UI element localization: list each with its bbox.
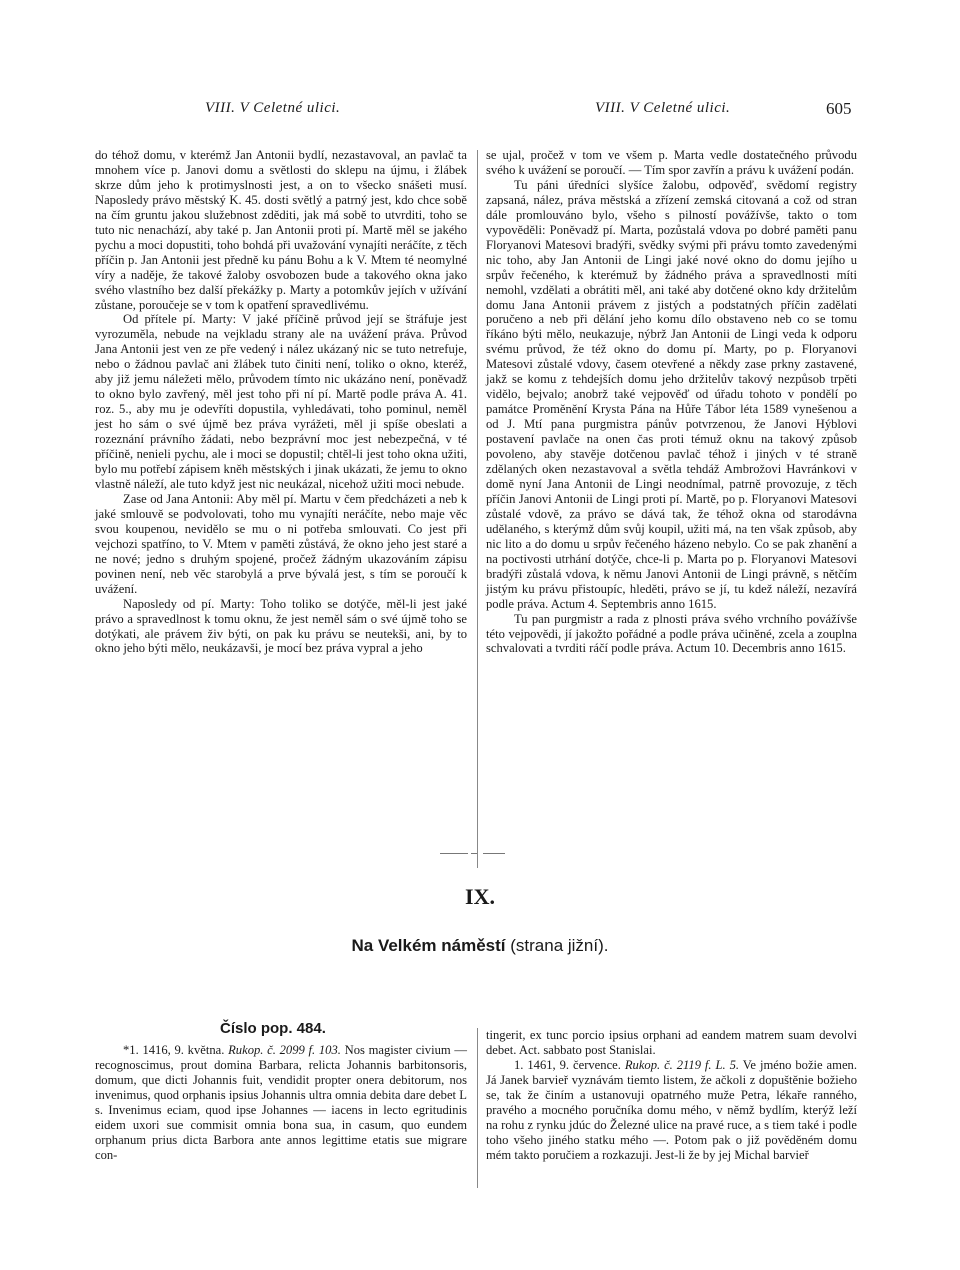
record-entry — [95, 1043, 467, 1163]
top-left-column — [95, 148, 467, 656]
entry-text: Ve jméno božie amen. Já Janek barvieř vyznávám tiemto listem, že ačkoli z dopuštěnie božieho se, tak že činím a ustanovuji opatrného muže Petra, lékaře ranného, pravého a mocného poručníka domu mého, v němž bydlím, kterýž leží na rohu z rynku jdúc do Železné ulice na pravé ruce, a s tiem také i podle toho všeho jiného statku mého —. Potom pak o již pověděném domu mém takto poručiem a rozkazuji. Jest-li že by jej Michal barvieř — [486, 1057, 857, 1162]
entry-date: *1. 1416, 9. května. — [123, 1043, 229, 1057]
running-header-right: VIII. V Celetné ulici. — [595, 100, 731, 116]
page-number: 605 — [826, 99, 852, 118]
entry-source: Rukop. č. 2119 f. L. 5. — [624, 1057, 740, 1072]
record-entry — [486, 1058, 857, 1163]
entry-text: Nos magister civium — recognoscimus, prout domina Barbara, relicta Johannis barbitonsoris, domum, que dicti Johannis fuit, vendidit propter onera debitorum, nos invenimus, quod orphanis ipsius Johannis ultra omnia debita dare debet L s. Invenimus eciam, quod ipse Johannes — iacens in lecto egritudinis eidem uxori sue commisit omnia bona sua, in casum, quo eundem orphanum prius dicta Barbora ante annos legittime etatis sue migrare con- — [95, 1043, 467, 1162]
paragraph: Naposledy od pí. Marty: Toho toliko se dotýče, měl-li jest jaké právo a spravedlnost k tomu oknu, že jest neměl sám o své újmě toho se dotýkati, ale právem živ býti, on pak ku právu se neutekši, ani, by to okno jeho býti mělo, neukázavši, je mocí bez práva vypral a jeho — [95, 596, 467, 656]
entry-source: Rukop. č. 2099 f. 103. — [228, 1043, 341, 1057]
column-divider-bottom — [477, 1028, 478, 1188]
entry-text: tingerit, ex tunc porcio ipsius orphani ad eandem matrem suam devolvi debet. Act. sabbato post Stanislai. — [486, 1028, 857, 1057]
section-number: IX. — [465, 884, 495, 909]
column-divider-top — [477, 150, 478, 868]
section-title-bold: Na Velkém náměstí — [351, 936, 506, 955]
section-ornament — [440, 844, 510, 846]
entry-date: 1. 1461, 9. července. — [514, 1057, 625, 1072]
paragraph: se ujal, pročež v tom ve všem p. Marta vedle dostatečného průvodu svého k uvážení se poroučí. — Tím spor zavřín a právu k uvážení podán. — [486, 148, 857, 177]
section-title — [0, 936, 960, 956]
record-entry — [486, 1028, 857, 1058]
running-header-left: VIII. V Celetné ulici. — [205, 100, 341, 116]
paragraph: Od přítele pí. Marty: V jaké příčině průvod její se štráfuje jest vyrozuměla, nebude na vejkladu strany ale na uvážení práva. Průvod Jana Antonii jest ven ze pře vedený i nález ukázaný nic se tuto netrefuje, nebo o žádnou pavlač ani žlábek tuto činiti není, toliko o okno, kteréž, aby již jemu náležeti mělo, průvodem tímto nic ukázáno není, poněvadž to okno bylo zavřený, měl jest toho při ní pí. Martě podle práva A. 41. roz. 5., aby mu je odevříti dopustila, vyhledávati, toho pominul, neměl jest ho sám o své újmě bez práva vyrážeti, měl ji spíše obeslati a rozeznání právního žádati, nebo bezprávní moc jest nebezpečná, v té příčině, nenieli pychu, ale i moci se dopustil; chtěl-li jest toho okna užiti, bylo mu potřebí zápisem kněh městských i jinak ukázati, že jemu to okno vlastně náleží, ale tuto když jest nic neukázal, nicehož užiti moci nebude. — [95, 312, 467, 491]
paragraph: Zase od Jana Antonii: Aby měl pí. Martu v čem předcházeti a neb k jaké smlouvě se podvolovati, toho mu vynajíti neráčíte, nebo maje věc svou koupenou, nevidělo se mu o ni potřeba smlouvati. Co jest při vejchozi spatříno, to V. Mtem v paměti zůstává, že okno jeho jest staré a ne nové; jedno s druhým spojené, pročež žádným ukazováním zápisu povinen není, neb věc starobylá a prve bývalá jest, s tím se poroučí k uvážení. — [95, 491, 467, 596]
paragraph: Tu pan purgmistr a rada z plnosti práva svého vrchního povážívše této vejpovědi, jí jakožto pořádné a podle práva učiněné, zcela a zouplna schvalovati a tvrditi ráčí podle práva. Actum 10. Decembris anno 1615. — [486, 611, 857, 656]
paragraph: do téhož domu, v kterémž Jan Antonii bydlí, nezastavoval, an pavlač ta mnohem více p. Janovi domu a světlosti do sklepu na újmu, i žlábek skrze dům jeho k protimyslnosti jest, a on to všecko snášeti musí. Naposledy právo městský K. 45. dosti světlý a patrný jest, kdo chce sobě na čím gruntu jakou služebnost zděditi, jak má sobě to utvrditi, toho se tuto nic nenachází, aby také p. Jan Antonii proti pí. Martě měl se jakého pychu a moci dopustiti, toho bohdá při uvažování vynajíti neráčíte, z těch příčin p. Jan Antonii jest předně ku pánu Bohu a k V. Mtem té neomylné víry a naděje, že takové žaloby osvobozen bude a takového okna jako svého vlastního bez další překážky p. Marty a potomkův jejích v užívání zůstane, poroučeje se v tom k opatření spravedlivému. — [95, 148, 467, 312]
bottom-left-column — [95, 1043, 467, 1163]
paragraph: Tu páni úředníci slyšíce žalobu, odpověď, svědomí registry zapsaná, nález, práva městská a zřízení zemská citovaná a což od stran dále promlouváno bylo, všeho s pilností povážívše, takto o tom vypověděli: Poněvadž pí. Marta, pozůstalá vdova po dobré paměti panu Floryanovi Matesovi bradýři, svědky svými při právu tomto zavedenými nic toho, aby Jan Antonii de Lingi jaké nové okno do domu jejího u srpův řečeného, k kterémuž by žádného práva a spravedlnosti míti nemohl, vzdělati a obrátiti měl, ani také aby dotčené okno kdy držitelům domu Jana Antonii právem z jistých a podstatných příčin zadělati poručeno a neb při dělání jeho komu dílo obstaveno neb co se tomu říkáno býti mělo, neukazuje, nýbrž Jan Antonii de Lingi veda k odporu svému průvod, že též okno do domu pí. Marty, po p. Floryanovi Matesovi zůstalé vdovy, časem otevřené a někdy zase prkny zastavené, jakž se komu z tehdejších domu jeho držitelův takový nezpůsob trpěti vidělo, bejvalo; anobrž také vejpověď od úřadu tohoto v pondělí po památce Proměnění Krysta Pána na Hůře Tábor léta 1589 vynešenou a od J. Mtí pana purgmistra pánův potvrzenou, že Janovi Hýblovi postavení pavlače na onen čas proti témuž oknu na takový způsob povoleno, aby stavěje dotčenou pavlač téhož i jiných v té straně zdělaných oken nezastavoval a světla tehdáž Ambrožovi Havránkovi v domě nyní Jana Antonii de Lingi neodnímal, patrně provozuje, z těch příčin Janovi Antonii de Lingi proti pí. Martě, po p. Floryanovi Matesovi zůstalé vdově, za právo se dává tak, že téhož okna od starodávna udělaného, s kterýmž dům svůj koupil, užiti má, na ten však způsob, aby nic lito a do domu u srpův řečeného házeno nebylo. Co se pak zhanění a na poctivosti utrhání dotýče, chce-li p. Marta po p. Floryanovi Matesovi bradýři zůstalá vdova, k němu Janovi Antonii de Lingi právně, s nětčím jistým ku právu přistoupíc, hleděti, právo se jí, tu kdež náleží, nezavírá podle práva. Actum 4. Septembris anno 1615. — [486, 177, 857, 611]
bottom-right-column — [486, 1028, 857, 1163]
house-number-heading: Číslo pop. 484. — [220, 1020, 326, 1037]
top-right-column — [486, 148, 857, 656]
section-title-rest: (strana jižní). — [505, 936, 609, 955]
